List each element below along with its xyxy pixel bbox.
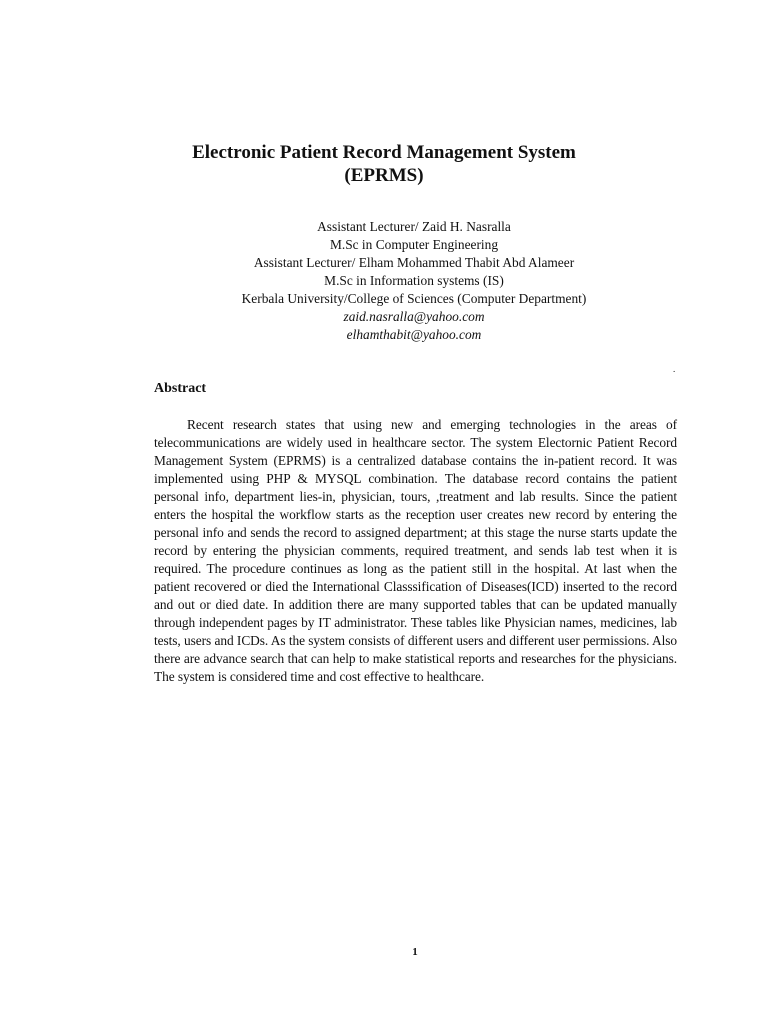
author-line-2: M.Sc in Computer Engineering xyxy=(329,237,499,252)
abstract-body: Recent research states that using new and emerging technologies in the areas of telecommunications are widely used in healthcare sector. The system Electornic Patient Record Management System (EPRMS) is a centralized database contains the in-patient record. It was implemented using PHP & MYSQL combination. The database record contains the patient personal info, department lies-in, physician, tours, ,treatment and lab results. Since the patient enters the hospital the workflow starts as the reception user creates new record by entering the personal info and sends the record to assigned department; at this stage the nurse starts update the record by entering the physician comments, required treatment, and sends lab test when it is required. The procedure continues as long as the patient still in the hospital. At last when the patient recovered or died the International Classsification of Diseases(ICD) inserted to the record and out or died date. In addition there are many supported tables that can be updated manually through independent pages by IT administrator. These tables like Physician names, medicines, lab tests, users and ICDs. As the system consists of different users and different user permissions. Also there are advance search that can help to make statistical reports and researches for the physicians. The system is considered time and cost effective to healthcare. xyxy=(154,417,677,684)
author-line-3: Assistant Lecturer/ Elham Mohammed Thabit Abd Alameer xyxy=(253,255,575,270)
page-number: 1 xyxy=(412,946,418,958)
author-line-1: Assistant Lecturer/ Zaid H. Nasralla xyxy=(317,219,511,234)
affiliation-line: Kerbala University/College of Sciences (Computer Department) xyxy=(241,291,587,306)
author-email-2: elhamthabit@yahoo.com xyxy=(346,327,482,342)
author-block xyxy=(0,218,768,344)
author-line-4: M.Sc in Information systems (IS) xyxy=(324,273,504,288)
abstract-heading: Abstract xyxy=(154,381,207,396)
paper-title-line-1: Electronic Patient Record Management System xyxy=(192,142,576,163)
paper-title-line-2: (EPRMS) xyxy=(344,165,424,186)
author-email-1: zaid.nasralla@yahoo.com xyxy=(343,309,485,324)
stray-mark: . xyxy=(673,364,676,374)
paper-title xyxy=(0,141,768,187)
